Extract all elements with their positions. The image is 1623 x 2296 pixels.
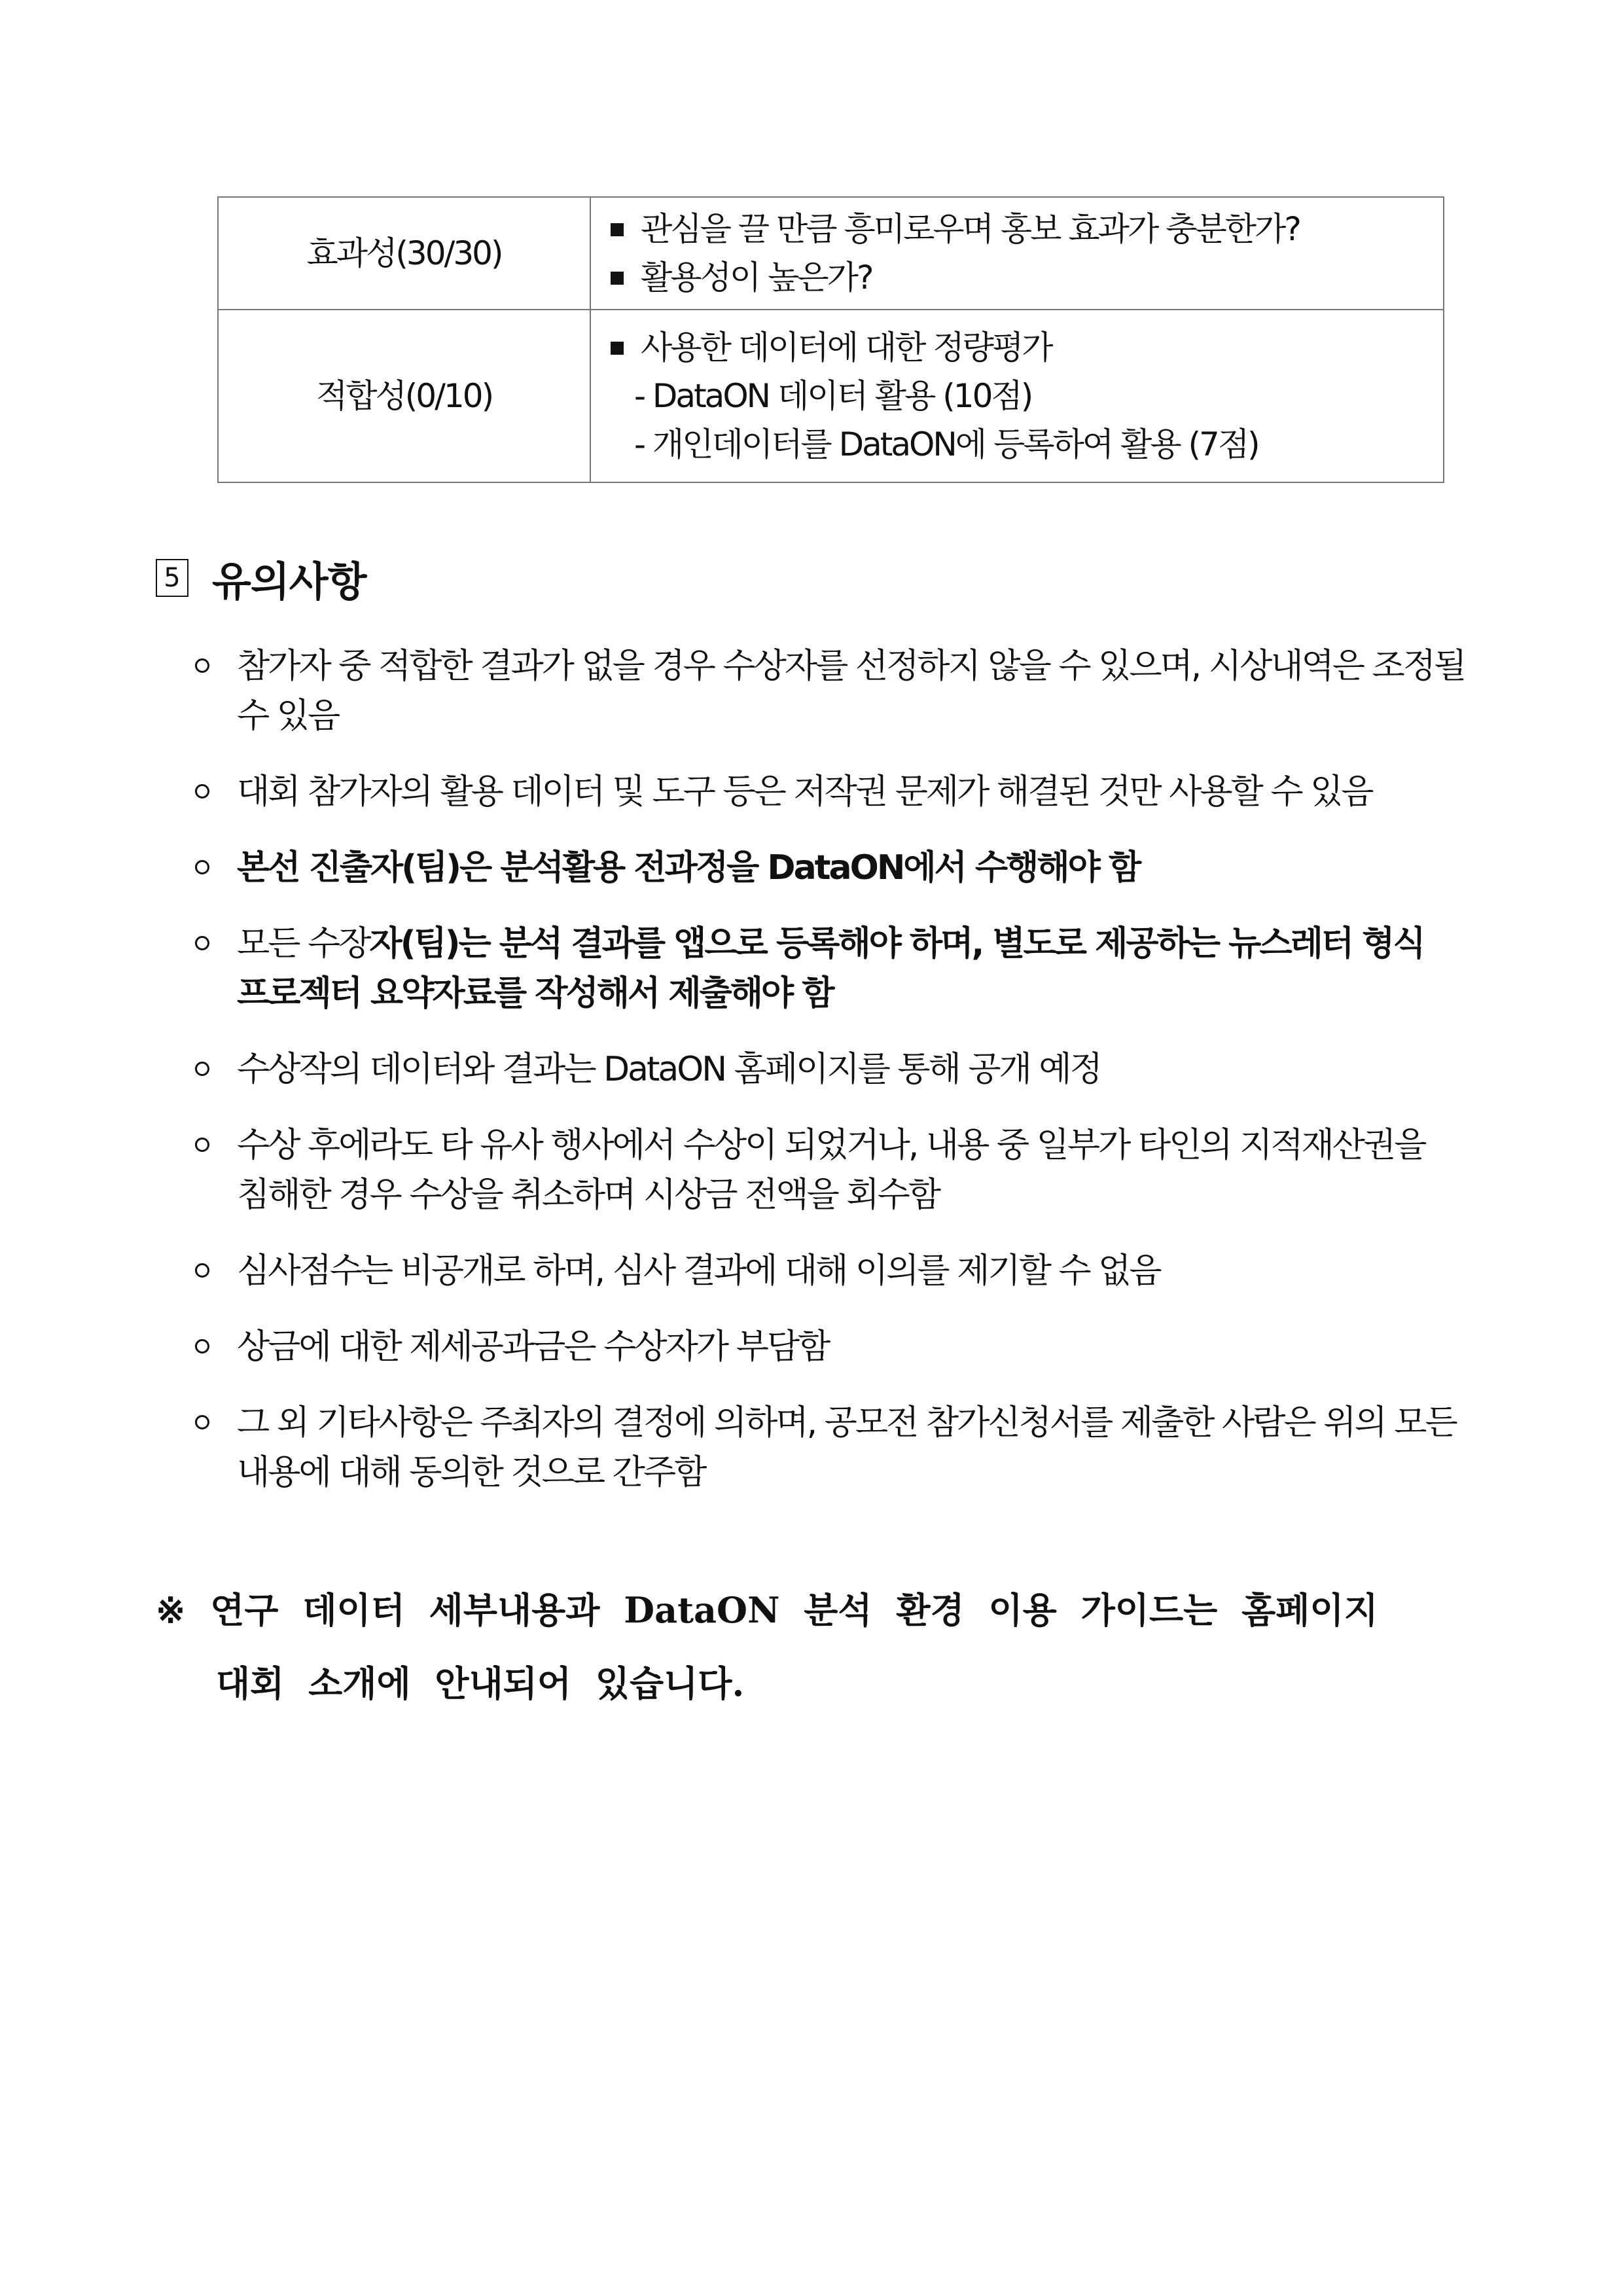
footnote <box>156 1573 1465 1720</box>
circle-bullet-icon <box>195 860 209 874</box>
criteria-bullet: 사용한 데이터에 대한 정량평가 <box>611 323 1442 372</box>
note-item: 참가자 중 적합한 결과가 없을 경우 수상자를 선정하지 않을 수 있으며, 시상내역은 조정될 수 있음 <box>190 641 1472 741</box>
criteria-bullet: 활용성이 높은가? <box>611 253 1442 302</box>
circle-bullet-icon <box>195 1415 209 1429</box>
note-item: 본선 진출자(팀)은 분석활용 전과정을 DataON에서 수행해야 함 <box>190 843 1472 893</box>
note-item: 모든 수장자(팀)는 분석 결과를 앱으로 등록해야 하며, 별도로 제공하는 뉴스레터 형식 프로젝터 요약자료를 작성해서 제출해야 함 <box>190 919 1472 1018</box>
circle-bullet-icon <box>195 936 209 950</box>
square-bullet-icon <box>611 342 624 355</box>
square-bullet-icon <box>611 272 624 285</box>
evaluation-criteria-table <box>217 196 1444 483</box>
reference-mark-icon: ※ <box>156 1589 186 1631</box>
note-item: 대회 참가자의 활용 데이터 및 도구 등은 저작권 문제가 해결된 것만 사용할 수 있음 <box>190 767 1472 817</box>
criteria-sub-item: - DataON 데이터 활용 (10점) <box>634 377 1032 415</box>
note-item: 상금에 대한 제세공과금은 수상자가 부담함 <box>190 1322 1472 1372</box>
criteria-row-suitability <box>218 310 1444 482</box>
criteria-row-effectiveness <box>218 197 1444 310</box>
circle-bullet-icon <box>195 1062 209 1076</box>
criteria-sub-item: - 개인데이터를 DataON에 등록하여 활용 (7점) <box>634 425 1258 463</box>
section-number-box: 5 <box>156 559 188 597</box>
circle-bullet-icon <box>195 1339 209 1354</box>
note-item: 수상 후에라도 타 유사 행사에서 수상이 되었거나, 내용 중 일부가 타인의 지적재산권을 침해한 경우 수상을 취소하며 시상금 전액을 회수함 <box>190 1121 1472 1220</box>
criteria-bullet: 관심을 끌 만큼 흥미로우며 홍보 효과가 충분한가? <box>611 205 1442 253</box>
circle-bullet-icon <box>195 658 209 673</box>
note-item: 그 외 기타사항은 주최자의 결정에 의하며, 공모전 참가신청서를 제출한 사람은 위의 모든 내용에 대해 동의한 것으로 간주함 <box>190 1398 1472 1498</box>
circle-bullet-icon <box>195 784 209 798</box>
circle-bullet-icon <box>195 1263 209 1278</box>
criteria-description <box>590 310 1444 482</box>
square-bullet-icon <box>611 223 624 236</box>
section-heading <box>156 548 366 607</box>
footnote-line-2: 대회 소개에 안내되어 있습니다. <box>216 1662 745 1704</box>
note-item: 심사점수는 비공개로 하며, 심사 결과에 대해 이의를 제기할 수 없음 <box>190 1246 1472 1296</box>
criteria-name: 효과성(30/30) <box>218 197 590 310</box>
criteria-name: 적합성(0/10) <box>218 310 590 482</box>
section-title: 유의사항 <box>212 557 366 605</box>
circle-bullet-icon <box>195 1138 209 1152</box>
footnote-line-1: 연구 데이터 세부내용과 DataON 분석 환경 이용 가이드는 홈페이지 <box>210 1589 1378 1631</box>
note-item: 수상작의 데이터와 결과는 DataON 홈페이지를 통해 공개 예정 <box>190 1045 1472 1094</box>
criteria-description <box>590 197 1444 310</box>
notes-list <box>190 641 1472 1524</box>
